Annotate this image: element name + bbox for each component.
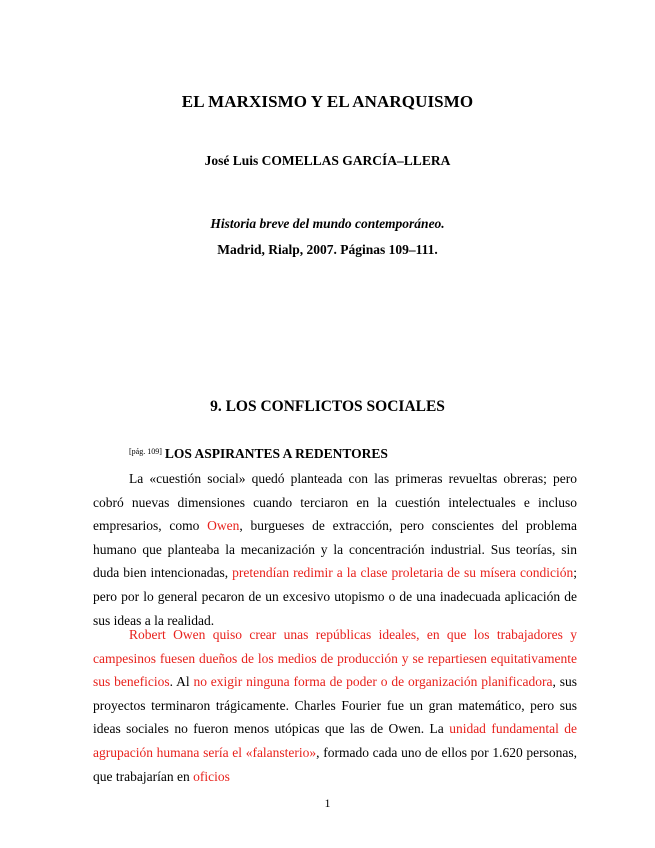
page-marker: [pág. 109] [129, 447, 162, 456]
subheading [129, 446, 388, 462]
p2-text-1: . Al [169, 674, 194, 690]
author-name: José Luis COMELLAS GARCÍA–LLERA [204, 153, 451, 168]
p2-text-3: , formado cada uno de ellos por 1.620 personas, que trabajarían en [93, 744, 577, 784]
p2-highlight-poder: no exigir ninguna forma de poder o de organización planificadora [193, 674, 553, 690]
document-title: EL MARXISMO Y EL ANARQUISMO [181, 92, 474, 111]
p1-highlight-owen: Owen [207, 518, 240, 534]
section-heading: 9. LOS CONFLICTOS SOCIALES [210, 398, 445, 415]
book-title: Historia breve del mundo contemporáneo. [210, 216, 445, 231]
p2-text-2: , sus proyectos terminaron trágicamente. Charles Fourier fue un gran matemático, pero sus ideas sociales no fueron menos utópicas que las de Owen. La [93, 674, 577, 737]
p2-highlight-owen-republicas: Robert Owen quiso crear unas repúblicas ideales, en que los trabajadores y campesinos fuesen dueños de los medios de producción y se repartiesen equitativamente sus beneficios [93, 627, 577, 690]
paragraph-1 [93, 467, 577, 632]
p1-text-1: La «cuestión social» quedó planteada con las primeras revueltas obreras; pero cobró nuevas dimensiones cuando terciaron en la cuestión intelectuales e incluso empresarios, como [93, 471, 577, 534]
page-number: 1 [324, 796, 331, 810]
subheading-text: LOS ASPIRANTES A REDENTORES [164, 446, 388, 461]
p1-highlight-redimir: pretendían redimir a la clase proletaria de su mísera condición [232, 565, 574, 581]
p1-text-2: , burgueses de extracción, pero conscientes del problema humano que planteaba la mecanización y la concentración industrial. Sus teorías, sin duda bien intencionadas, [93, 518, 578, 581]
p2-highlight-oficios: oficios [193, 768, 230, 784]
paragraph-2 [93, 623, 577, 788]
p2-highlight-falansterio: unidad fundamental de agrupación humana sería el «falansterio» [93, 721, 577, 760]
p1-text-3: ; pero por lo general pecaron de un excesivo utopismo o de una inadecuada aplicación de sus ideas a la realidad. [93, 565, 577, 628]
publication-info: Madrid, Rialp, 2007. Páginas 109–111. [217, 242, 438, 257]
